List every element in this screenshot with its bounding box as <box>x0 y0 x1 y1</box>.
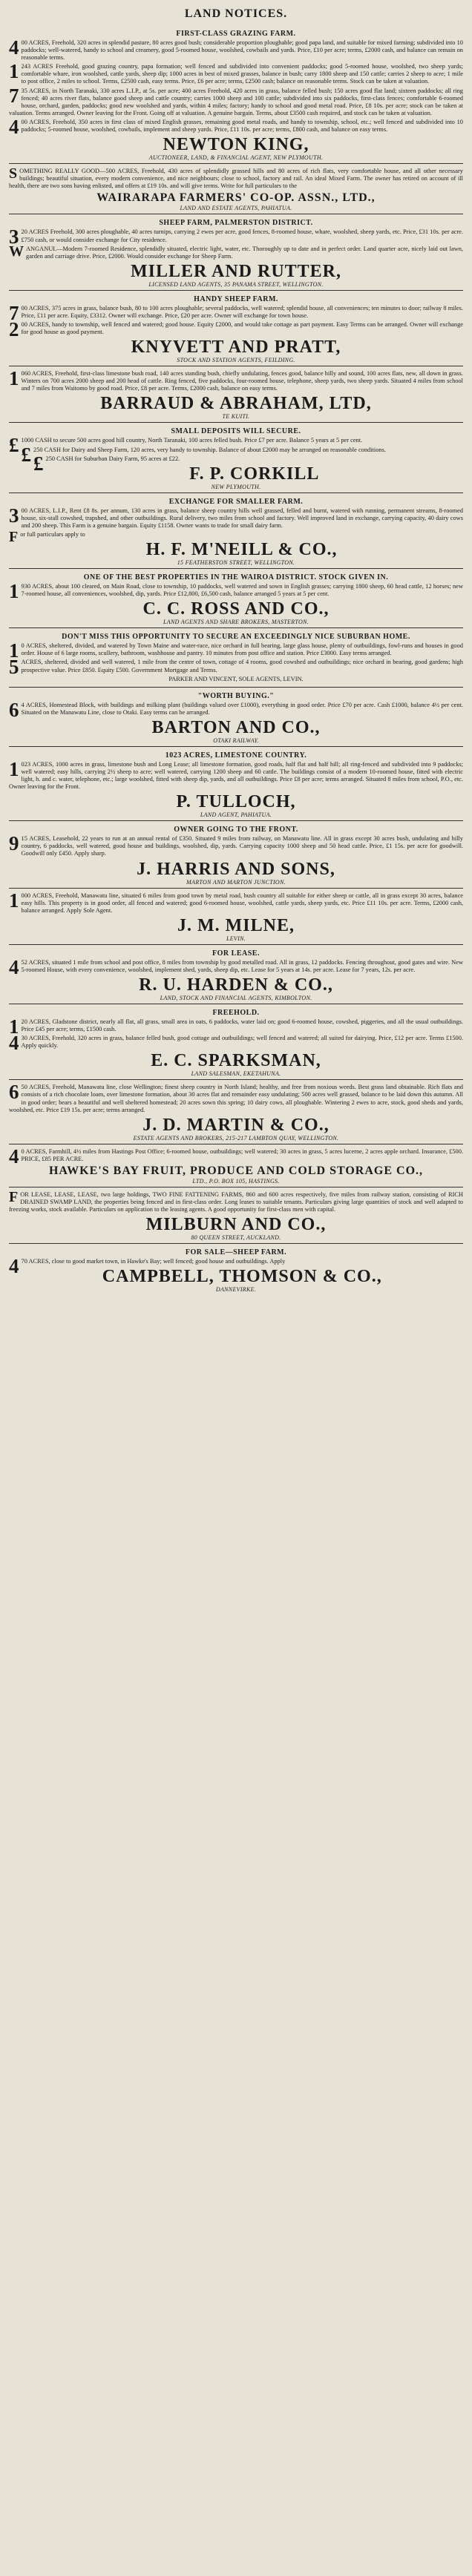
ad-paragraph: £250 CASH for Suburban Dairy Farm, 95 acres at £22. <box>33 452 180 475</box>
advertiser-address: LAND AGENTS AND SHARE BROKERS, MASTERTON. <box>163 619 309 626</box>
ad-heading: ONE OF THE BEST PROPERTIES IN THE WAIROA DISTRICT. STOCK GIVEN IN. <box>83 573 389 582</box>
advertiser-address: AUCTIONEER, LAND, & FINANCIAL AGENT, NEW PLYMOUTH. <box>148 154 324 162</box>
ad-heading: FIRST-CLASS GRAZING FARM. <box>176 30 296 38</box>
advertiser-address: TE KUITI. <box>222 413 250 421</box>
ad-paragraph: 1060 ACRES, Freehold, first-class limestone bush road, 140 acres standing bush, chiefly undulating, fences good, balance hilly and sound, 100 acres flats, new, all down in grass. Winters on 700 acres 2000 sheep and 200 head of cattle. Ring fenced, five paddocks, four-roomed house, telephone, sheep yards, two sheep yards. Situated 4 miles from school and 7 miles from Waitomo by good road. Price, £8 per acre. Terms, £2000 cash, balance on easy terms. <box>9 367 463 392</box>
ad-paragraph: 300 ACRES, L.I.P., Rent £8 8s. per annum, 130 acres in grass, balance sheep country hills well grassed, felled and burnt, watered with running, permanent streams, 8-roomed house, six-stall cowshed, trapshed, and other outbuildings. Rural delivery, two miles from school and factory. Well improved land in exchange, carrying capacity, 40 dairy cows and 200 sheep. This Farm is a genuine bargain. Equity £1158. Owner wants to trade for small dairy farm. <box>9 504 463 529</box>
ad-heading: EXCHANGE FOR SMALLER FARM. <box>168 497 304 506</box>
land-advertisement <box>9 1243 463 1295</box>
ad-paragraph: 320 ACRES Freehold, 300 acres ploughable, 40 acres turnips, carrying 2 ewes per acre, good fences, 8-roomed house, whare, woolshed, sheep yards, etc. Price, £31 10s. per acre. £750 cash, or would consider exchange for City residence. <box>9 225 463 248</box>
advertiser-address: LICENSED LAND AGENTS, 35 PANAMA STREET, WELLINGTON. <box>148 280 324 288</box>
advertiser-name: C. C. ROSS AND CO., <box>142 599 330 619</box>
advertiser-name: WAIRARAPA FARMERS' CO-OP. ASSN., LTD., <box>96 191 376 205</box>
advertiser-name: MILLER AND RUTTER, <box>130 261 342 281</box>
advertiser-address: LAND AND ESTATE AGENTS, PAHIATUA. <box>180 205 292 212</box>
land-advertisement <box>9 163 463 214</box>
advertiser-address: PARKER AND VINCENT, SOLE AGENTS, LEVIN. <box>168 675 304 682</box>
ad-heading: FREEHOLD. <box>212 1008 260 1017</box>
ad-heading: SHEEP FARM, PALMERSTON DISTRICT. <box>159 219 313 228</box>
ad-heading: HANDY SHEEP FARM. <box>194 294 278 303</box>
ad-paragraph: 1930 ACRES, about 100 cleared, on Main Road, close to township, 10 paddocks, well watered and sown in English grasses; carrying 1800 sheep, 60 head cattle, 12 horses; new 7-roomed house, all conveniences, woolshed, dip, yards. Price £12,800, £6,500 cash, balance arranged 5 years at 5 per cent. <box>9 580 463 603</box>
ad-paragraph: 10 ACRES, sheltered, divided, and watered by Town Maine and water-race, nice orchard in full bearing, large glass house, plenty of outbuildings, fowl-runs and houses in good order. House of 6 large rooms, scullery, bathroom, washhouse and pantry. 10 minutes from post office and station. Price £3000. Easy terms arranged. <box>9 639 463 662</box>
land-advertisement <box>9 214 463 289</box>
newspaper-page <box>9 6 463 2564</box>
ad-paragraph: 400 ACRES, Freehold, 350 acres in first class of mixed English grasses, remaining good metal roads, and handy to township, school, etc.; well fenced and subdivided into 10 paddocks; 5-roomed house, woolshed, cowbails, implement and sheep yards. Price, £11 10s. per acre; terms, £800 cash, and balance on easy terms. <box>9 115 463 138</box>
advertiser-address: LEVIN. <box>226 935 246 942</box>
ad-paragraph: 735 ACRES, in North Taranaki, 330 acres L.I.P., at 5s. per acre; 400 acres Freehold, 420 acres in grass, balance felled bush; 150 acres good flat land; sixteen paddocks; all ring fenced; 40 acres river flats, balance good sheep and cattle country; carries 1000 sheep and 100 cattle; subdivided into six paddocks, first-class fences; comfortable 6-roomed house, orchard, garden, paddocks; good new woolshed and yards, within 4 miles; factory; handy to school and good metal road. Price, £8 10s. per acre; stock can be taken at valuation. Terms arranged. Owner leaving for the Front. Going off at valuation. A genuine bargain. Terms, about £3500 cash required, and stock can be taken at valuation. <box>9 84 463 116</box>
ad-paragraph: 470 ACRES, close to good market town, in Hawke's Bay; well fenced; good house and outbuildings. Apply <box>9 1255 286 1278</box>
land-advertisement <box>9 944 463 1004</box>
advertiser-name: J. M. MILNE, <box>177 915 295 935</box>
ad-heading: FOR SALE—SHEEP FARM. <box>185 1248 287 1257</box>
advertiser-name: MILBURN AND CO., <box>145 1215 327 1235</box>
ad-paragraph: 120 ACRES, Gladstone district, nearly all flat, all grass, small area in oats, 6 paddocks, water laid on; good 6-roomed house, cowshed, piggeries, and all the usual outbuildings. Price £45 per acre; terms, £1500 cash. <box>9 1015 463 1038</box>
land-advertisement <box>9 290 463 366</box>
advertiser-name: J. D. MARTIN & CO., <box>142 1115 330 1135</box>
ad-paragraph: FOR LEASE, LEASE, LEASE, two large holdings, TWO FINE FATTENING FARMS, 860 and 600 acres respectively, five miles from railway station, consisting of RICH DRAINED SWAMP LAND, the properties being fenced and in first-class order. Long leases to suitable tenants. Particulars giving large quantities of stock and well adapted to freezing works, stock available. Particulars on application to the leasing agents. A good opportunity for first-class men with capital. <box>9 1188 463 1213</box>
advertiser-name: BARRAUD & ABRAHAM, LTD, <box>100 394 372 414</box>
advertiser-address: MARTON AND MARTON JUNCTION. <box>186 878 286 886</box>
land-advertisement <box>9 1187 463 1243</box>
advertiser-name: KNYVETT AND PRATT, <box>131 337 341 358</box>
land-advertisement <box>9 422 463 492</box>
land-advertisement <box>9 1079 463 1143</box>
ad-paragraph: £1000 CASH to secure 500 acres good hill country, North Taranaki, 100 acres felled bush. Price £7 per acre. Balance 5 years at 5 per cent. <box>9 434 363 457</box>
land-advertisement <box>9 627 463 686</box>
ad-paragraph: 5ACRES, sheltered, divided and well watered, 1 mile from the centre of town, cottage of 4 rooms, good cowshed and outbuildings; nice orchard in bearing, good gardens; high prospective value. Price £850. Equity £500. Government Mortgage and Terms. <box>9 656 463 679</box>
ad-paragraph: 650 ACRES, Freehold, Manawatu line, close Wellington; finest sheep country in North Island; healthy, and free from noxious weeds. Best grass land obtainable. Rich flats and consists of a rich chocolate loam, over limestone formation, about 30 acres flat and remainder easy undulating; 500 acres well grassed, balance to be laid down this autumn. All in good order; bears a beautiful and well sheltered homestead; 20 acres sown this spring; 10 dairy cows, all ploughable. Wintering 2 ewes to acre, stock, good sheds and yards, woolshed, etc. Price £19 15s. per acre; terms arranged. <box>9 1081 463 1113</box>
advertiser-address: NEW PLYMOUTH. <box>211 483 261 490</box>
advertiser-name: F. P. CORKILL <box>189 464 320 484</box>
land-advertisement <box>9 366 463 422</box>
page-title: LAND NOTICES. <box>184 7 288 20</box>
advertiser-address: LAND, STOCK AND FINANCIAL AGENTS, KIMBOLTON. <box>160 994 312 1001</box>
advertiser-address: 15 FEATHERSTON STREET, WELLINGTON. <box>177 559 295 567</box>
advertiser-address: LAND AGENT, PAHIATUA. <box>200 811 272 819</box>
advertiser-address: LAND SALESMAN, EKETAHUNA. <box>191 1070 281 1078</box>
advertiser-name: J. HARRIS AND SONS, <box>137 859 335 879</box>
advertisement-column <box>9 25 463 1295</box>
land-advertisement <box>9 1004 463 1079</box>
advertiser-address: LTD., P.O. BOX 105, HASTINGS. <box>192 1177 280 1185</box>
land-advertisement <box>9 820 463 887</box>
advertiser-name: CAMPBELL, THOMSON & CO., <box>102 1267 382 1287</box>
ad-heading: 1023 ACRES, LIMESTONE COUNTRY. <box>165 751 307 760</box>
ad-paragraph: For full particulars apply to <box>9 529 85 545</box>
ad-paragraph: 430 ACRES, Freehold, 320 acres in grass, balance felled bush, good cottage and outbuildings; well fenced and watered; all suited for dairying. Price, £12 per acre. Terms £1500. Apply quickly. <box>9 1032 463 1055</box>
ad-paragraph: WANGANUI.—Modern 7-roomed Residence, splendidly situated, electric light, water, etc. Thoroughly up to date and in perfect order. Land quarter acre, nicely laid out lawn, garden and carriage drive. Price, £2000. Would consider exchange for Sheep Farm. <box>9 243 463 260</box>
advertiser-name: P. TULLOCH, <box>176 792 296 812</box>
advertiser-name: R. U. HARDEN & CO., <box>139 975 333 995</box>
ad-heading: OWNER GOING TO THE FRONT. <box>174 826 298 834</box>
advertiser-address: 80 QUEEN STREET, AUCKLAND. <box>191 1234 281 1242</box>
advertiser-address: STOCK AND STATION AGENTS, FEILDING. <box>177 357 295 364</box>
ad-heading: FOR LEASE. <box>212 949 260 958</box>
advertiser-address: OTAKI RAILWAY. <box>213 737 259 744</box>
advertiser-name: E. C. SPARKSMAN, <box>151 1051 321 1071</box>
ad-paragraph: 1243 ACRES Freehold, good grazing country, papa formation; well fenced and subdivided into convenient paddocks; good 5-roomed house, woolshed, two sheep yards; comfortable whare, iron woolshed, cattle yards, sheep dip; 1000 acres in best of mixed grasses, balance in bush; carry 1800 sheep and 150 cattle; carries 2 sheep to acre; 1 mile to post office, 2 miles to school. Terms, £2500 cash, easy terms. Price, £6 per acre; terms, £2500 cash; balance on reasonable terms. Stock can be taken at valuation. <box>9 60 463 85</box>
ad-paragraph: 64 ACRES, Homestead Block, with buildings and milking plant (buildings valued over £1000), everything in good order. Price £70 per acre. Cash £1000, balance 4½ per cent. Situated on the Manawatu Line, close to Otaki. Easy terms can be arranged. <box>9 698 463 721</box>
ad-heading: "WORTH BUYING." <box>197 691 275 700</box>
ad-paragraph: 1000 ACRES, Freehold, Manawatu line, situated 6 miles from good town by metal road, bush country all suitable for either sheep or cattle, all in grass except 30 acres, balance easy hills. This property is in good order, all fenced and watered; good 6-roomed house, woolshed, cattle yards, sheep yards, etc. Price £11 10s. per acre. Terms, £2000 cash, balance arranged. Apply Sole Agent. <box>9 889 463 914</box>
ad-paragraph: 915 ACRES, Leasehold, 22 years to run at an annual rental of £350. Situated 9 miles from railway, on Manawatu line. All in grass except 30 acres bush, undulating and hilly country, 6 paddocks, well watered, good house and buildings, woolshed, dip, yards. Carrying capacity 1000 sheep and 50 head cattle. Price, £1 15s. per acre for goodwill. Goodwill only £450. Apply sharp. <box>9 832 463 857</box>
land-advertisement <box>9 687 463 746</box>
ad-paragraph: 1023 ACRES, 1000 acres in grass, limestone bush and Long Lease; all limestone formation, good roads, half flat and half hill; all ring-fenced and subdivided into 9 paddocks; well watered; easy hills, carrying 2½ sheep to acre; well watered, carrying 1200 sheep and 60 cattle. The buildings consist of a modern 10-roomed house, fitted with electric light, h. and c. water, telephone, etc.; large woolshed, fitted with sheep dip, yards, and all outbuildings. Price £8 per acre; terms arranged. Situated 8 miles from school, P.O., etc. Owner leaving for the Front. <box>9 757 463 791</box>
ad-paragraph: 700 ACRES, 375 acres in grass, balance bush, 80 to 100 acres ploughable; several paddocks, well watered; splendid house, all conveniences; ten minutes to door; railway 8 miles. Price, £11 per acre. Equity, £3312. Owner will exchange. Price, £20 per acre. Owner will exchange for town house. <box>9 301 463 324</box>
advertiser-address: DANNEVIRKE. <box>215 1286 257 1294</box>
land-advertisement <box>9 493 463 568</box>
advertiser-name: NEWTON KING, <box>163 135 309 155</box>
ad-paragraph: SOMETHING REALLY GOOD—500 ACRES, Freehold, 430 acres of splendidly grassed hills and 80 acres of rich flats, very comfortable house, and all other necessary buildings; beautiful situation, every modern convenience, and nice neighbours; close to school, factory and rail. An ideal Mixed Farm. The owner has retired on account of ill health, there are two sons having enlisted, and offers at £19 10s. and will give terms. Write for full particulars to the <box>9 165 463 190</box>
land-advertisement <box>9 25 463 163</box>
land-advertisement <box>9 888 463 944</box>
ad-paragraph: 400 ACRES, Freehold, 320 acres in splendid pasture, 80 acres good bush; considerable proportion ploughable; good papa land, and suitable for mixed farming; subdivided into 10 paddocks; well-watered, handy to school and creamery, good 5-roomed house, woolshed, cowbails and yards. Price, £10 per acre; terms, £2000 cash, and balance can remain on reasonable terms. <box>9 36 463 62</box>
ad-heading: DON'T MISS THIS OPPORTUNITY TO SECURE AN EXCEEDINGLY NICE SUBURBAN HOME. <box>62 633 410 642</box>
ad-paragraph: 200 ACRES, handy to township, well fenced and watered; good house. Equity £2000, and would take cottage as part payment. Easy Terms can be arranged. Owner will exchange for good house as good payment. <box>9 317 463 340</box>
land-advertisement <box>9 746 463 820</box>
advertiser-name: BARTON AND CO., <box>151 717 321 737</box>
advertiser-address: ESTATE AGENTS AND BROKERS, 215-217 LAMBTON QUAY, WELLINGTON. <box>133 1134 339 1142</box>
advertiser-name: H. F. M'NEILL & CO., <box>145 540 338 560</box>
ad-paragraph: 40 ACRES, Farmhill, 4½ miles from Hastings Post Office; 6-roomed house, outbuildings; well watered; 30 acres in grass, 5 acres lucerne, 2 acres apple orchard. Insurance, £500. PRICE, £85 PER ACRE. <box>9 1144 463 1167</box>
ad-paragraph: £250 CASH for Dairy and Sheep Farm, 120 acres, very handy to township. Balance of about £2000 may be arranged on reasonable conditions. <box>21 443 386 466</box>
ad-paragraph: 452 ACRES, situated 1 mile from school and post office, 8 miles from township by good metalled road. All in grass, 12 paddocks. Fencing throughout, good gates and wire. New 5-roomed House, with every convenience, woolshed, implement shed, yards, sheep dip, etc. Lease for 5 years at 14s. per acre. Lease for 7 years, 12s. per acre. <box>9 955 463 978</box>
land-advertisement <box>9 568 463 627</box>
ad-heading: SMALL DEPOSITS WILL SECURE. <box>171 427 301 436</box>
advertiser-name: HAWKE'S BAY FRUIT, PRODUCE AND COLD STORAGE CO., <box>48 1164 424 1177</box>
land-advertisement <box>9 1144 463 1187</box>
